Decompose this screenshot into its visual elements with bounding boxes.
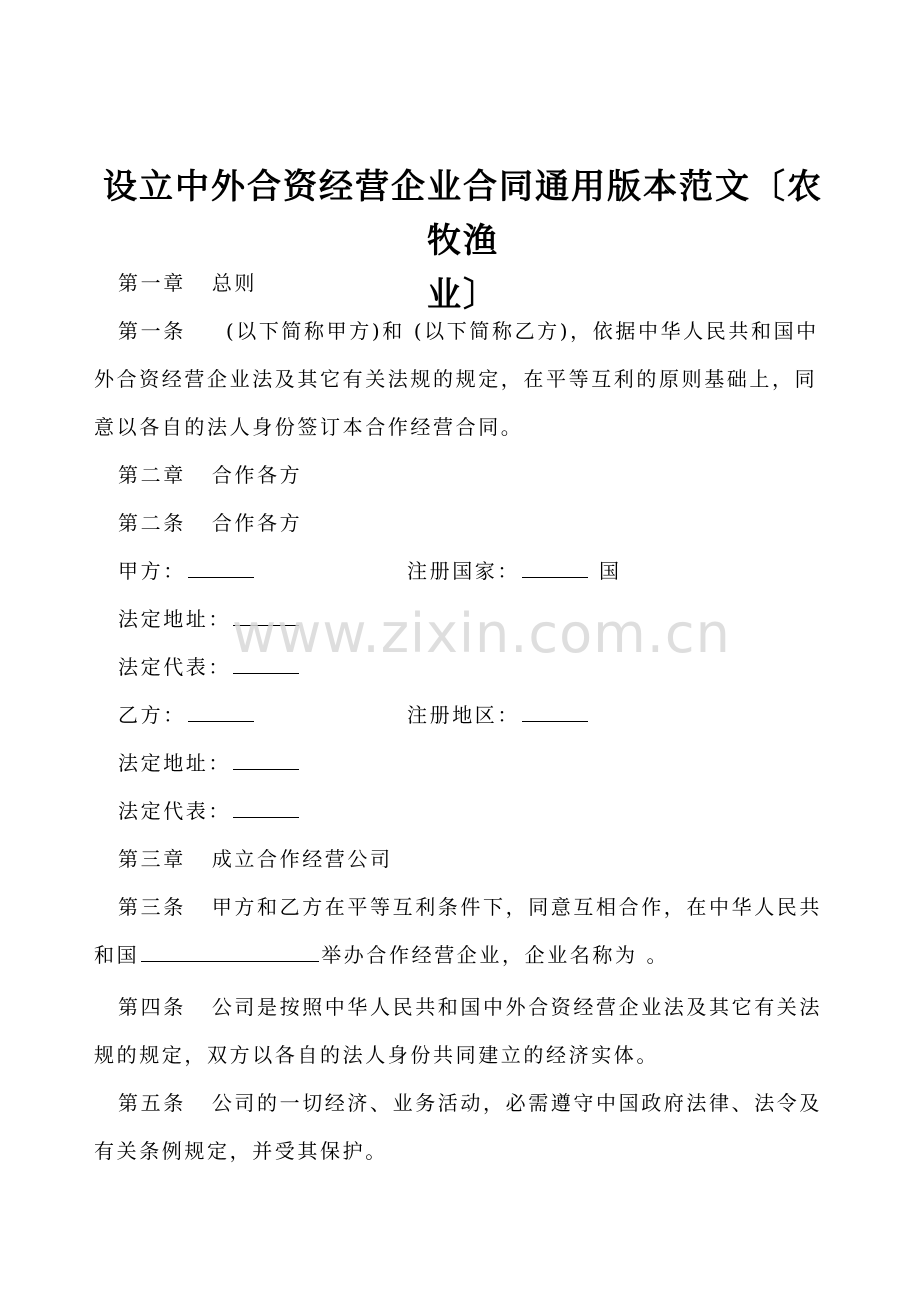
party-a-rep-blank (233, 672, 299, 674)
article-3-line-2 (94, 931, 834, 979)
party-b-rep-row (118, 787, 834, 835)
article-5-line-1 (118, 1079, 834, 1127)
party-a-blank (188, 576, 254, 578)
party-a-country-suffix: 国 (598, 559, 622, 583)
article-4-line-1 (118, 983, 834, 1031)
party-b-region-label: 注册地区： (407, 703, 520, 727)
chapter-name: 合作各方 (211, 463, 303, 487)
chapter-1-heading (118, 259, 834, 307)
watermark: www.zixin.com.cn (232, 602, 731, 665)
address-label: 法定地址： (118, 751, 231, 775)
article-1-line-2: 外合资经营企业法及其它有关法规的规定，在平等互利的原则基础上，同 (94, 367, 818, 391)
article-number: 第二条 (118, 511, 186, 535)
title-line-1: 设立中外合资经营企业合同通用版本范文〔农牧渔 (103, 167, 823, 261)
chapter-name: 成立合作经营公司 (211, 847, 393, 871)
article-text: (以下简称甲方)和 (以下简称乙方)，依据中华人民共和国中 (225, 319, 819, 343)
chapter-number: 第一章 (118, 271, 186, 295)
address-label: 法定地址： (118, 607, 231, 631)
article-text: 公司的一切经济、业务活动，必需遵守中国政府法律、法令及 (211, 1091, 823, 1115)
party-b-row (118, 691, 834, 739)
party-a-country-blank (522, 576, 588, 578)
article-4-line-2: 规的规定，双方以各自的法人身份共同建立的经济实体。 (94, 1043, 659, 1067)
party-a-label: 甲方： (118, 559, 186, 583)
article-2-heading (118, 499, 834, 547)
party-b-address-row (118, 739, 834, 787)
chapter-number: 第二章 (118, 463, 186, 487)
article-number: 第一条 (118, 319, 186, 343)
article-5-line-2: 有关条例规定，并受其保护。 (94, 1139, 388, 1163)
article-text: 和国 (94, 943, 140, 967)
rep-label: 法定代表： (118, 655, 231, 679)
chapter-3-heading (118, 835, 834, 883)
chapter-number: 第三章 (118, 847, 186, 871)
article-text: 甲方和乙方在平等互利条件下，同意互相合作，在中华人民共 (211, 895, 823, 919)
article-1-line-3: 意以各自的法人身份签订本合作经营合同。 (94, 415, 524, 439)
party-b-blank (188, 720, 254, 722)
chapter-name: 总则 (211, 271, 258, 295)
chapter-2-heading (118, 451, 834, 499)
party-b-label: 乙方： (118, 703, 186, 727)
rep-label: 法定代表： (118, 799, 231, 823)
article-text: 公司是按照中华人民共和国中外合资经营企业法及其它有关法 (211, 995, 823, 1019)
location-blank (141, 960, 319, 962)
article-number: 第四条 (118, 995, 186, 1019)
article-text: 举办合作经营企业，企业名称为 。 (321, 943, 670, 967)
party-b-rep-blank (233, 816, 299, 818)
title-line-2: 业〕 (427, 275, 499, 315)
party-b-region-blank (522, 720, 588, 722)
article-number: 第三条 (118, 895, 186, 919)
article-number: 第五条 (118, 1091, 186, 1115)
article-3-line-1 (118, 883, 834, 931)
party-a-row (118, 547, 834, 595)
article-title: 合作各方 (211, 511, 303, 535)
article-1-line-1 (118, 307, 834, 355)
party-a-country-label: 注册国家： (407, 559, 520, 583)
party-b-address-blank (233, 768, 299, 770)
